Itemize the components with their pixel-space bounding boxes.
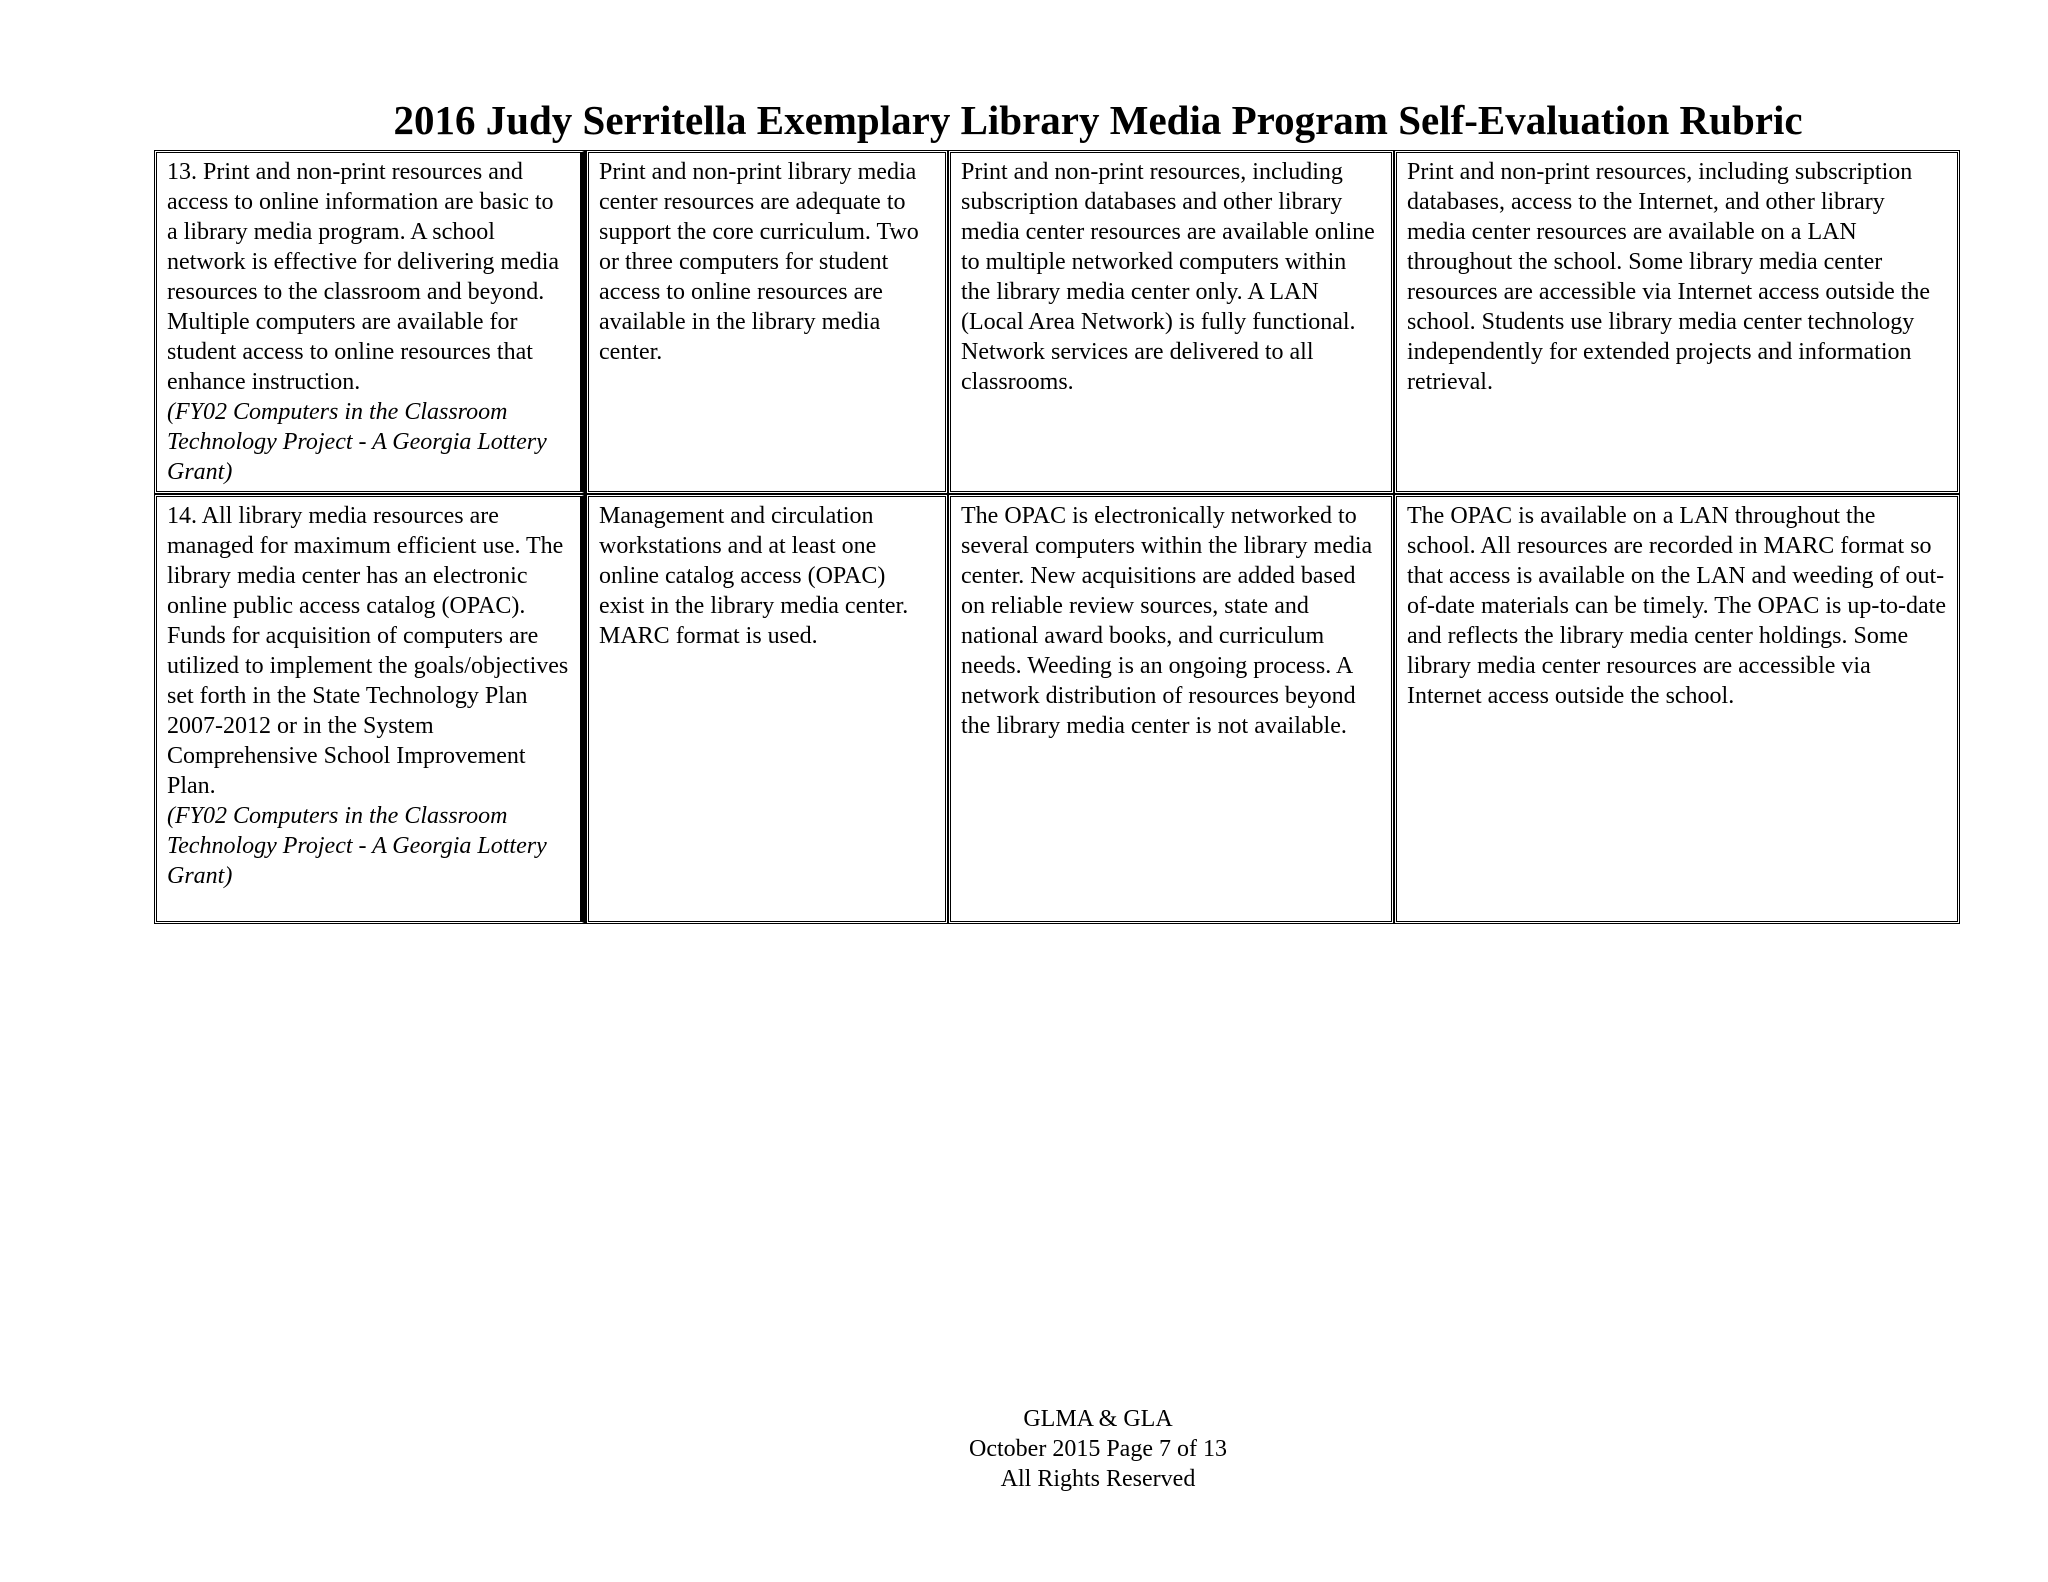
level-1-cell: Print and non-print library media center resources are adequate to support the core curriculum. Two or three computers for student access to online resources are available in the library media center. <box>586 150 948 494</box>
level-1-cell: Management and circulation workstations and at least one online catalog access (OPAC) exist in the library media center. MARC format is used. <box>586 494 948 924</box>
rubric-row-13 <box>154 150 1960 494</box>
criterion-note: (FY02 Computers in the Classroom Technology Project - A Georgia Lottery Grant) <box>167 803 547 889</box>
criterion-cell <box>154 150 586 494</box>
footer-date-page: October 2015 Page 7 of 13 <box>969 1436 1227 1462</box>
level-2-cell: Print and non-print resources, including subscription databases and other library media center resources are available online to multiple networked computers within the library media center only. A LAN (Local Area Network) is fully functional. Network services are delivered to all classrooms. <box>948 150 1394 494</box>
page-footer <box>0 1404 2048 1494</box>
footer-organization: GLMA & GLA <box>1023 1406 1173 1432</box>
criterion-text: 14. All library media resources are managed for maximum efficient use. The library media center has an electronic online public access catalog (OPAC). Funds for acquisition of computers are utilized to implement the goals/objectives set forth in the State Technology Plan 2007-2012 or in the System Comprehensive School Improvement Plan. <box>167 503 569 799</box>
footer-rights: All Rights Reserved <box>1000 1466 1196 1492</box>
level-2-cell: The OPAC is electronically networked to several computers within the library media center. New acquisitions are added based on reliable review sources, state and national award books, and curriculum needs. Weeding is an ongoing process. A network distribution of resources beyond the library media center is not available. <box>948 494 1394 924</box>
criterion-text: 13. Print and non-print resources and access to online information are basic to a library media program. A school network is effective for delivering media resources to the classroom and beyond. Multiple computers are available for student access to online resources that enhance instruction. <box>167 159 560 395</box>
level-3-cell: Print and non-print resources, including subscription databases, access to the Internet, and other library media center resources are available on a LAN throughout the school. Some library media center resources are accessible via Internet access outside the school. Students use library media center technology independently for extended projects and information retrieval. <box>1394 150 1960 494</box>
rubric-table <box>154 150 1960 924</box>
page-title: 2016 Judy Serritella Exemplary Library Media Program Self-Evaluation Rubric <box>393 97 1803 143</box>
criterion-note: (FY02 Computers in the Classroom Technology Project - A Georgia Lottery Grant) <box>167 399 547 485</box>
criterion-cell <box>154 494 586 924</box>
rubric-row-14 <box>154 494 1960 924</box>
level-3-cell: The OPAC is available on a LAN throughout the school. All resources are recorded in MARC format so that access is available on the LAN and weeding of out-of-date materials can be timely. The OPAC is up-to-date and reflects the library media center holdings. Some library media center resources are accessible via Internet access outside the school. <box>1394 494 1960 924</box>
